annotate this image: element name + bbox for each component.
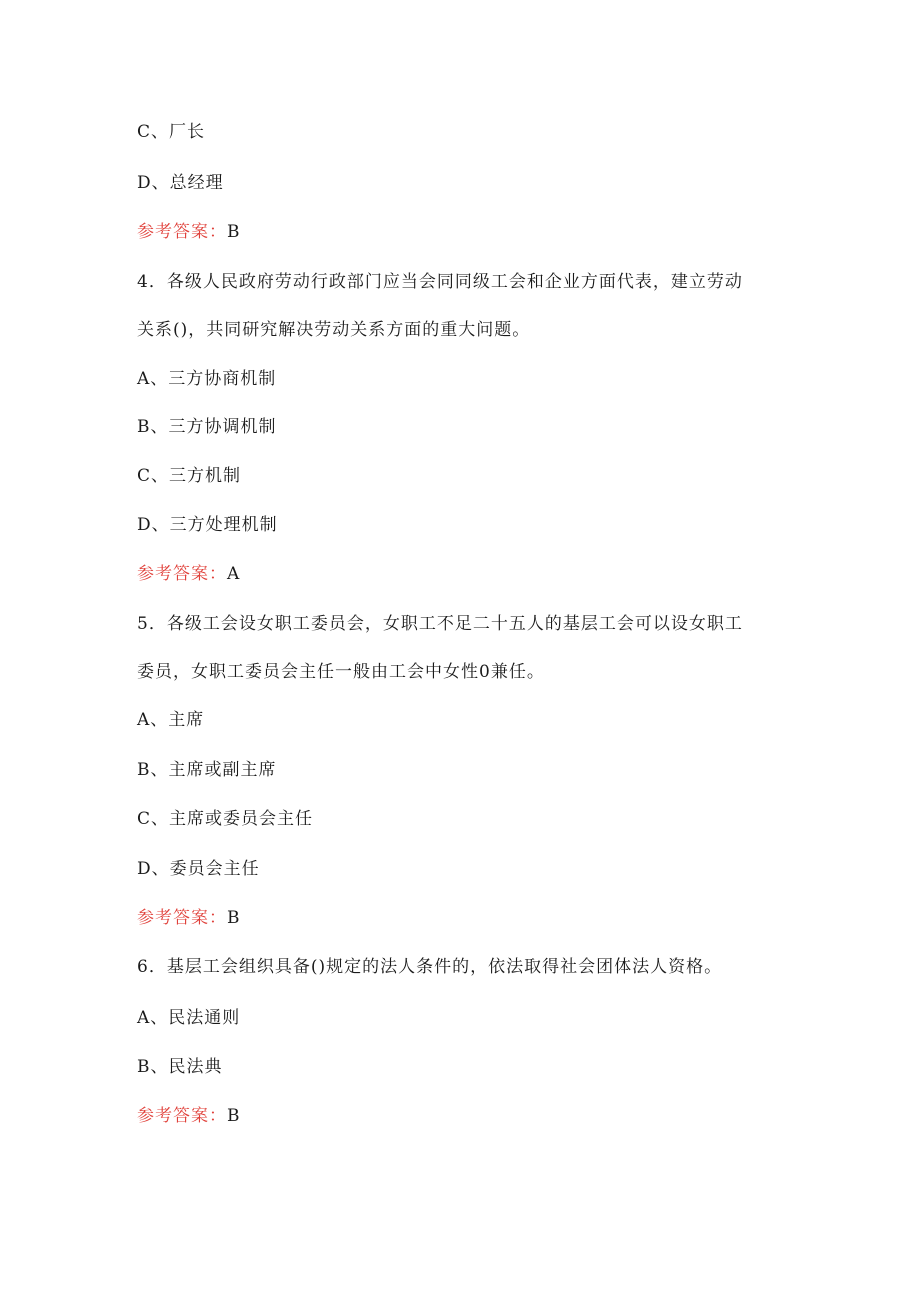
option-letter: D bbox=[137, 859, 152, 879]
question-text: 委员，女职工委员会主任一般由工会中女性0兼任。 bbox=[137, 662, 545, 682]
option-letter: C bbox=[137, 809, 152, 829]
q4-option-d bbox=[137, 513, 278, 537]
question-text: 关系()，共同研究解决劳动关系方面的重大问题。 bbox=[137, 320, 531, 340]
option-text: 主席 bbox=[168, 710, 205, 730]
option-separator: 、 bbox=[150, 369, 169, 389]
question-text: ．各级工会设女职工委员会，女职工不足二十五人的基层工会可以设女职工 bbox=[148, 614, 743, 634]
option-text: 三方协商机制 bbox=[168, 369, 277, 389]
q4-option-c bbox=[137, 464, 241, 488]
option-separator: 、 bbox=[151, 122, 170, 142]
option-separator: 、 bbox=[150, 760, 169, 780]
answer-value: B bbox=[227, 222, 241, 242]
answer-label: 参考答案： bbox=[137, 908, 227, 928]
q4-stem-line2 bbox=[137, 318, 530, 342]
question-number: 6 bbox=[137, 957, 149, 977]
question-number: 4 bbox=[137, 272, 149, 292]
option-separator: 、 bbox=[151, 809, 170, 829]
q4-option-b bbox=[137, 415, 277, 439]
option-separator: 、 bbox=[150, 1057, 169, 1077]
q5-stem-line1 bbox=[137, 612, 743, 636]
q4-option-a bbox=[137, 367, 276, 391]
q4-answer bbox=[137, 562, 240, 586]
answer-value: A bbox=[227, 564, 241, 584]
answer-label: 参考答案： bbox=[137, 222, 227, 242]
option-separator: 、 bbox=[150, 417, 169, 437]
option-letter: A bbox=[137, 369, 151, 389]
option-letter: B bbox=[137, 1057, 151, 1077]
option-text: 民法典 bbox=[168, 1057, 223, 1077]
option-letter: D bbox=[137, 173, 152, 193]
q5-option-b bbox=[137, 758, 277, 782]
option-letter: C bbox=[137, 466, 152, 486]
q5-option-c bbox=[137, 807, 313, 831]
option-text: 委员会主任 bbox=[169, 859, 260, 879]
q3-option-d bbox=[137, 171, 224, 195]
option-text: 总经理 bbox=[169, 173, 224, 193]
option-text: 三方协调机制 bbox=[168, 417, 277, 437]
option-letter: D bbox=[137, 515, 152, 535]
answer-value: B bbox=[227, 1106, 241, 1126]
answer-label: 参考答案： bbox=[137, 564, 227, 584]
option-separator: 、 bbox=[151, 466, 170, 486]
option-text: 主席或委员会主任 bbox=[169, 809, 314, 829]
answer-value: B bbox=[227, 908, 241, 928]
q6-stem-line1 bbox=[137, 955, 722, 979]
q3-option-c bbox=[137, 120, 205, 144]
option-letter: B bbox=[137, 417, 151, 437]
option-text: 三方处理机制 bbox=[169, 515, 278, 535]
option-letter: B bbox=[137, 760, 151, 780]
option-separator: 、 bbox=[151, 515, 170, 535]
option-letter: A bbox=[137, 710, 151, 730]
q6-option-b bbox=[137, 1055, 223, 1079]
q5-option-d bbox=[137, 857, 260, 881]
q5-stem-line2 bbox=[137, 660, 545, 684]
option-text: 厂长 bbox=[169, 122, 206, 142]
question-text: ．基层工会组织具备()规定的法人条件的，依法取得社会团体法人资格。 bbox=[148, 957, 723, 977]
q6-option-a bbox=[137, 1006, 240, 1030]
q6-answer bbox=[137, 1104, 241, 1128]
option-separator: 、 bbox=[151, 859, 170, 879]
option-separator: 、 bbox=[151, 173, 170, 193]
q5-answer bbox=[137, 906, 241, 930]
answer-label: 参考答案： bbox=[137, 1106, 227, 1126]
option-text: 主席或副主席 bbox=[168, 760, 277, 780]
option-text: 三方机制 bbox=[169, 466, 242, 486]
option-separator: 、 bbox=[150, 710, 169, 730]
option-text: 民法通则 bbox=[168, 1008, 241, 1028]
option-letter: A bbox=[137, 1008, 151, 1028]
option-letter: C bbox=[137, 122, 152, 142]
q3-answer bbox=[137, 220, 241, 244]
question-number: 5 bbox=[137, 614, 149, 634]
option-separator: 、 bbox=[150, 1008, 169, 1028]
q5-option-a bbox=[137, 708, 204, 732]
question-text: ．各级人民政府劳动行政部门应当会同同级工会和企业方面代表，建立劳动 bbox=[148, 272, 743, 292]
q4-stem-line1 bbox=[137, 270, 743, 294]
